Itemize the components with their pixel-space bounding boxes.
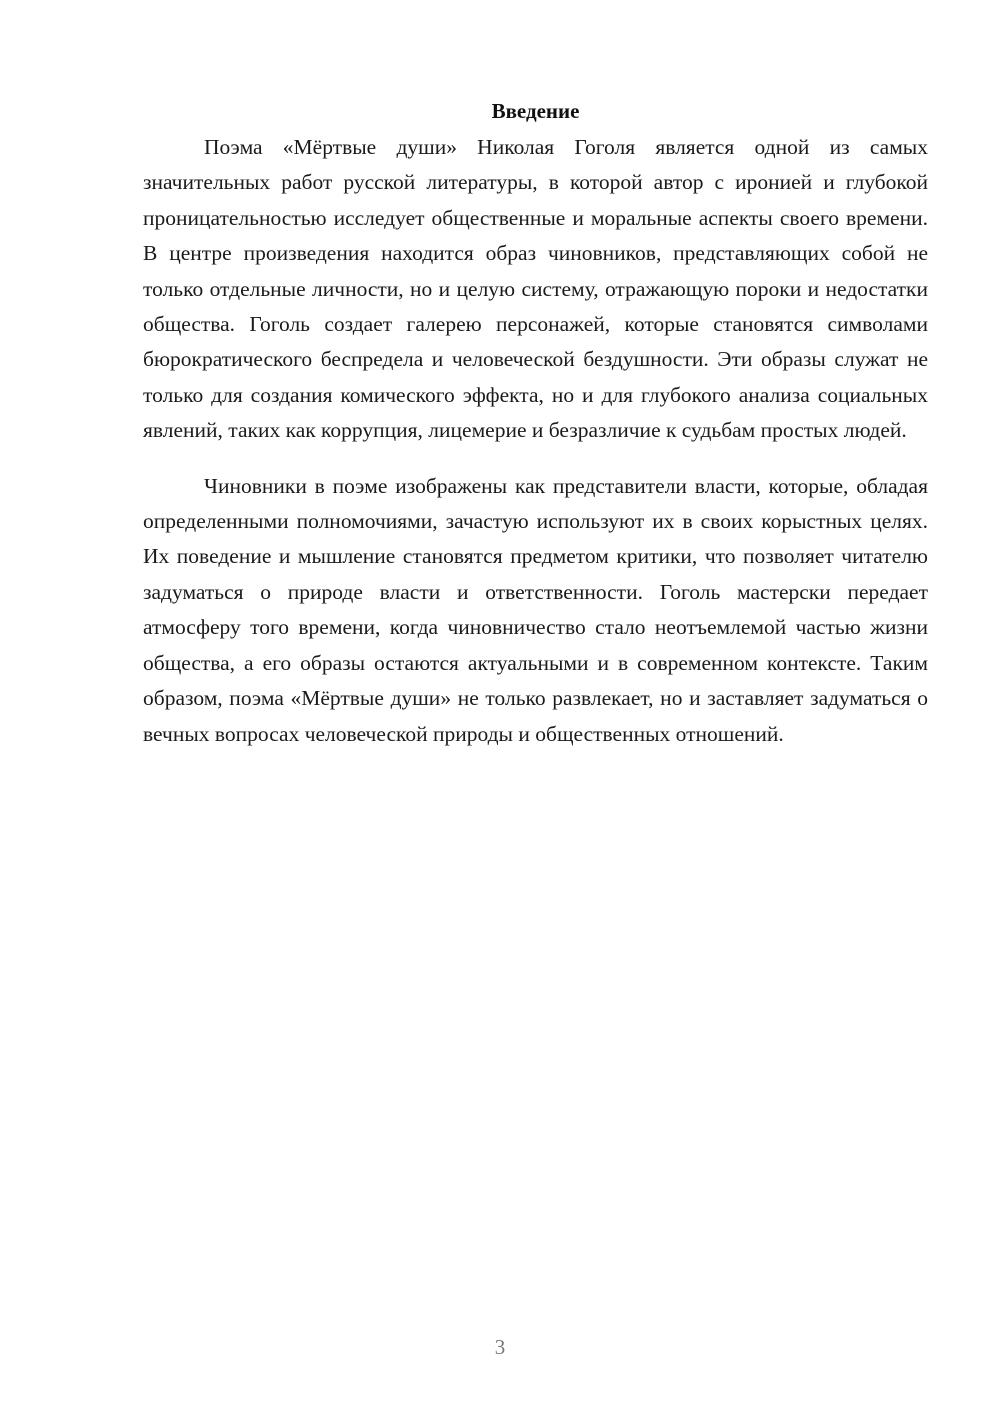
section-heading: Введение (491, 99, 580, 123)
paragraph-2: Чиновники в поэме изображены как представители власти, которые, обладая определенными полномочиями, зачастую используют их в своих корыстных целях. Их поведение и мышление становятся предметом критики, что позволяет читателю задуматься о природе власти и ответственности. Гоголь мастерски передает атмосферу того времени, когда чиновничество стало неотъемлемой частью жизни общества, а его образы остаются актуальными и в современном контексте. Таким образом, поэма «Мёртвые души» не только развлекает, но и заставляет задуматься о вечных вопросах человеческой природы и общественных отношений. (143, 473, 928, 746)
paragraph-1: Поэма «Мёртвые души» Николая Гоголя является одной из самых значительных работ русской литературы, в которой автор с иронией и глубокой проницательностью исследует общественные и моральные аспекты своего времени. В центре произведения находится образ чиновников, представляющих собой не только отдельные личности, но и целую систему, отражающую пороки и недостатки общества. Гоголь создает галерею персонажей, которые становятся символами бюрократического беспредела и человеческой бездушности. Эти образы служат не только для создания комического эффекта, но и для глубокого анализа социальных явлений, таких как коррупция, лицемерие и безразличие к судьбам простых людей. (143, 135, 928, 443)
page-content (143, 96, 928, 752)
page-number: 3 (494, 1335, 506, 1359)
